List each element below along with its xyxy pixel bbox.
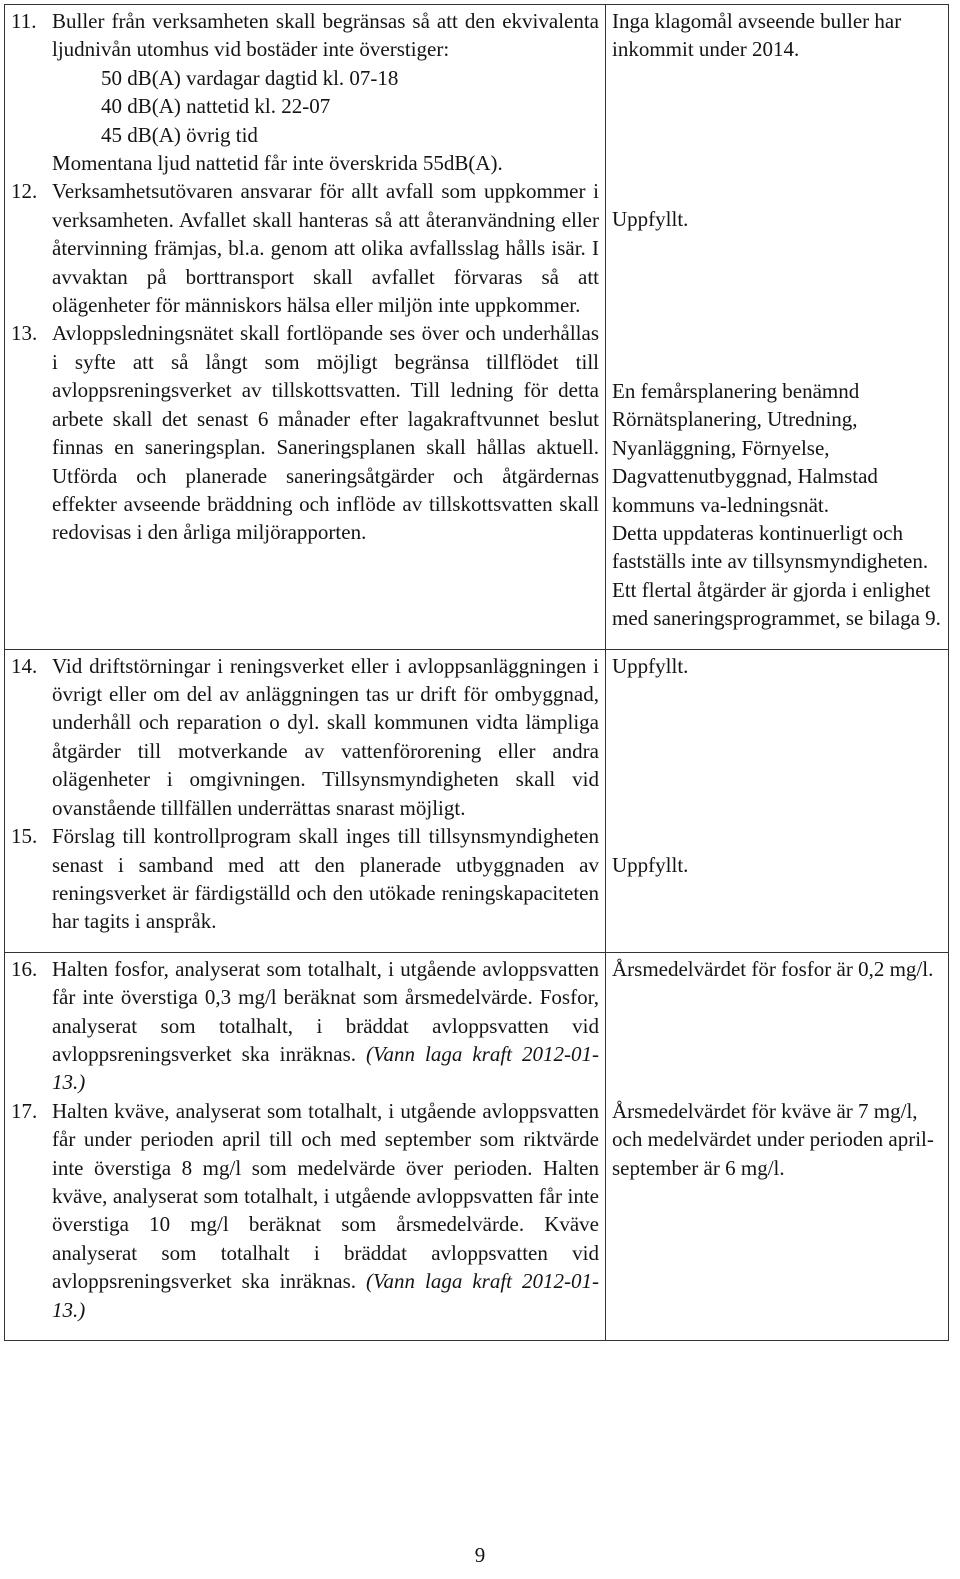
condition-number: 15. [11,824,38,849]
condition-16 [11,955,599,1097]
table-row [5,952,949,1340]
condition-number: 12. [11,179,38,204]
condition-text: Halten kväve, analyserat som totalhalt, i utgående avloppsvatten får under perioden april till och med september som riktvärde inte överstiga 8 mg/l som medelvärde över perioden. Halten kväve, analyserat som totalhalt, i utgående avloppsvatten får inte överstiga 10 mg/l beräknat som årsmedelvärde. Kväve analyserat som totalhalt i bräddat avloppsvatten vid avloppsreningsverket ska inräknas. [52,1098,599,1294]
status-cell [606,5,949,650]
condition-15 [11,822,599,936]
requirements-cell [5,649,606,952]
status-15: Uppfyllt. [612,852,689,877]
condition-14 [11,652,599,822]
condition-17 [11,1097,599,1324]
condition-11 [11,7,599,177]
status-cell [606,649,949,952]
status-13c: Ett flertal åtgärder är gjorda i enlighet med saneringsprogrammet, se bilaga 9. [612,577,941,631]
conditions-table [4,4,949,1341]
table-row [5,649,949,952]
condition-text: Halten fosfor, analyserat som totalhalt, i utgående avloppsvatten får inte överstiga 0,3 mg/l beräknat som årsmedelvärde. Fosfor, analyserat som totalhalt, i bräddat avloppsvatten vid avloppsreningsverket ska inräknas. [52,956,599,1066]
status-14: Uppfyllt. [612,653,689,678]
status-13b: Detta uppdateras kontinuerligt och fastställs inte av tillsynsmyndigheten. [612,521,929,574]
condition-text: Förslag till kontrollprogram skall inges till tillsynsmyndigheten senast i samband med att den planerade utbyggnaden av reningsverket är färdigställd och den utökade reningskapaciteten har tagits i anspråk. [52,824,599,934]
noise-limit-night: 40 dB(A) nattetid kl. 22-07 [101,94,331,119]
condition-text: Vid driftstörningar i reningsverket eller i avloppsanläggningen i övrigt eller om del av anläggningen tas ur drift för ombyggnad, underhåll och reparation o dyl. skall kommunen vidta lämpliga åtgärder till motverkande av vattenförorening eller andra olägenheter i omgivningen. Tillsynsmyndigheten skall vid ovanstående tillfällen underrättas snarast möjligt. [52,653,599,820]
condition-text: Verksamhetsutövaren ansvarar för allt avfall som uppkommer i verksamheten. Avfallet skall hanteras så att återanvändning eller återvinning främjas, bl.a. genom att olika avfallsslag hålls isär. I avvaktan på borttransport skall avfallet förvaras så att olägenheter för människors hälsa eller miljön inte uppkommer. [52,179,599,318]
noise-limit-day: 50 dB(A) vardagar dagtid kl. 07-18 [101,65,399,90]
noise-note: Momentana ljud nattetid får inte överskrida 55dB(A). [52,151,503,176]
table-row [5,5,949,650]
status-17: Årsmedelvärdet för kväve är 7 mg/l, och medelvärdet under perioden april-september är 6 mg/l. [612,1098,934,1180]
condition-text: Avloppsledningsnätet skall fortlöpande ses över och underhållas i syfte att så långt som möjligt begränsa tillflödet till avloppsreningsverket av tillskottsvatten. Till ledning för detta arbete skall det senast 6 månader efter lagakraftvunnet beslut finnas en saneringsplan. Saneringsplanen skall hållas aktuell. Utförda och planerade saneringsåtgärder och åtgärdernas effekter avseende bräddning och inflöde av tillskottsvatten skall redovisas i den årliga miljörapporten. [52,321,599,545]
status-16: Årsmedelvärdet för fosfor är 0,2 mg/l. [612,956,934,981]
requirements-cell [5,952,606,1340]
status-13a: En femårsplanering benämnd Rörnätsplanering, Utredning, Nyanläggning, Förnyelse, Dagvattenutbyggnad, Halmstad kommuns va-ledningsnät. [612,379,878,517]
condition-13 [11,319,599,546]
status-12: Uppfyllt. [612,207,689,231]
condition-number: 16. [11,956,38,981]
requirements-cell [5,5,606,650]
condition-number: 11. [11,9,37,33]
condition-12 [11,177,599,319]
condition-text: Buller från verksamheten skall begränsas så att den ekvivalenta ljudnivån utomhus vid bostäder inte överstiger: [52,9,599,62]
page-number: 9 [474,1543,486,1567]
condition-number: 13. [11,321,38,346]
condition-number: 17. [11,1098,38,1123]
status-cell [606,952,949,1340]
legal-reference: (Vann laga kraft 2012-01-13.) [52,1041,599,1095]
legal-reference: (Vann laga kraft 2012-01-13.) [52,1269,599,1322]
status-11: Inga klagomål avseende buller har inkommit under 2014. [612,9,902,62]
condition-number: 14. [11,653,38,678]
noise-limit-other: 45 dB(A) övrig tid [101,122,258,147]
